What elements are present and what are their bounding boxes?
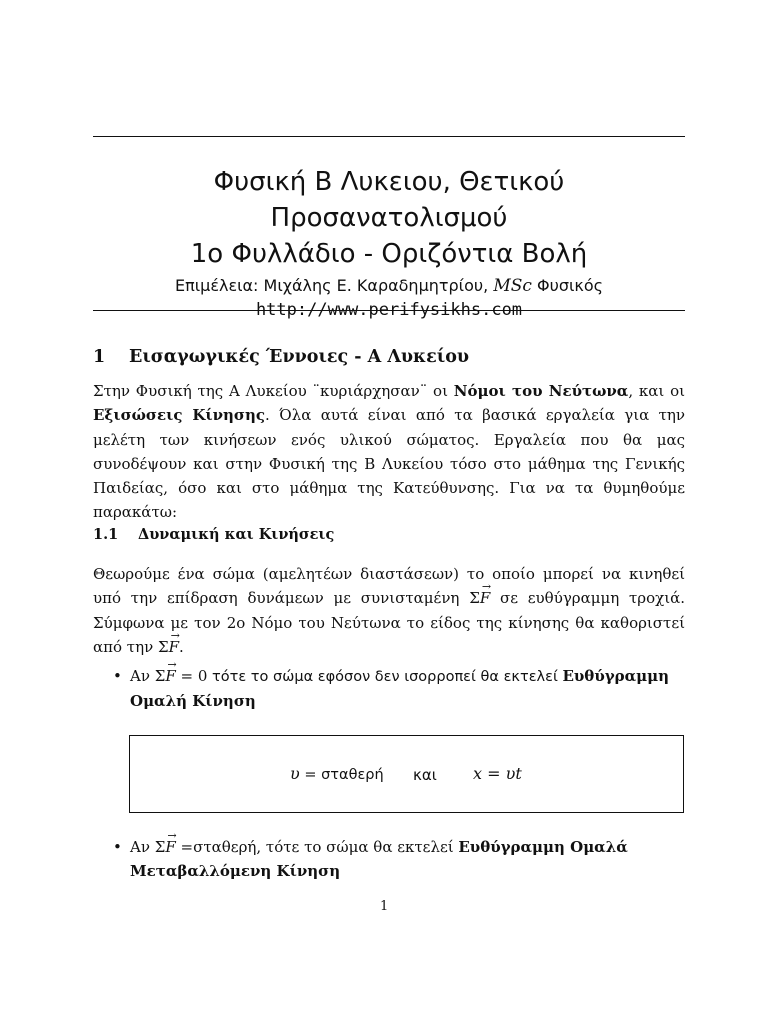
- title-line-2: 1ο Φυλλάδιο - Οριζόντια Βολή: [190, 239, 588, 269]
- para-text: .: [179, 637, 184, 656]
- list-item: [113, 835, 685, 883]
- website-url[interactable]: http://www.perifysikhs.com: [255, 300, 523, 320]
- para-text: Στην Φυσική της Α Λυκείου ¨κυριάρχησαν¨ οι: [93, 382, 454, 400]
- sum-symbol: Σ: [157, 637, 169, 656]
- section-heading: [93, 344, 469, 370]
- force-vector: → F: [165, 664, 175, 688]
- accelerated-motion-bold: Ευθύγραμμη Ομαλά Μεταβαλλόμενη Κίνηση: [130, 838, 628, 880]
- sum-symbol: Σ: [469, 589, 480, 608]
- bullet-icon: •: [113, 667, 122, 685]
- subsection-number: 1.1: [93, 526, 119, 543]
- section-title: Εισαγωγικές Έννοιες - Α Λυκείου: [129, 347, 470, 367]
- bullet-prefix: Αν: [130, 667, 155, 685]
- motion-equations-bold: Εξισώσεις Κίνησης: [93, 406, 266, 425]
- author-prefix: Επιμέλεια: Μιχάλης Ε. Καραδημητρίου,: [174, 276, 489, 295]
- title-line-1: Φυσική Β Λυκειου, Θετικού Προσανατολισμού: [213, 167, 565, 233]
- uniform-motion-bold: Ευθύγραμμη Ομαλή Κίνηση: [130, 667, 670, 710]
- connector-word: και: [413, 766, 437, 784]
- velocity-equation: [290, 764, 384, 783]
- force-vector: → F: [480, 586, 490, 610]
- dynamics-paragraph: [93, 562, 685, 659]
- para-text: σε ευθύγραμμη τροχιά. Σύμφωνα με τον 2ο Νόμο του Νεύτωνα το είδος της κίνησης θα καθοριστεί από την: [93, 589, 686, 656]
- para-text: . Όλα αυτά είναι από τα βασικά εργαλεία για την μελέτη των κινήσεων ενός υλικού σώματος. Εργαλεία που θα μας συνοδέψουν και στην Φυσική της Β Λυκείου τόσο στο μάθημα της Γενικής Παιδείας, όσο και στο μάθημα της Κατεύθυνσης. Για να τα θυμηθούμε παρακάτω:: [93, 406, 686, 522]
- velocity-text: = σταθερή: [299, 767, 384, 783]
- bullet-condition: = 0: [175, 667, 208, 685]
- bottom-rule: [93, 310, 685, 311]
- force-vector: → F: [169, 635, 179, 659]
- velocity-symbol: υ: [290, 764, 300, 783]
- para-text: , και οι: [628, 382, 685, 400]
- top-rule: [93, 136, 685, 137]
- section-number: 1: [93, 347, 106, 367]
- force-vector: → F: [165, 835, 175, 859]
- equation-box: [129, 735, 684, 813]
- bullet-text: σταθερή, τότε το σώμα θα εκτελεί: [193, 838, 459, 856]
- author-line: [93, 274, 685, 298]
- subsection-heading: [93, 524, 334, 546]
- author-suffix: Φυσικός: [537, 276, 604, 295]
- section-intro-paragraph: [93, 379, 685, 525]
- subsection-title: Δυναμική και Κινήσεις: [138, 526, 335, 543]
- title-block: [93, 164, 685, 322]
- bullet-prefix: Αν: [130, 838, 155, 856]
- bullet-icon: •: [113, 838, 122, 856]
- page-number: 1: [380, 899, 389, 914]
- bullet-condition: =: [175, 838, 194, 856]
- newton-laws-bold: Νόμοι του Νεύτωνα: [453, 382, 629, 400]
- para-text: Θεωρούμε ένα σώμα (αμελητέων διαστάσεων) το οποίο μπορεί να κινηθεί υπό την επίδραση δυνάμεων με συνισταμένη: [93, 565, 685, 608]
- author-degree: MSc: [493, 276, 532, 296]
- bullet-text: τότε το σώμα εφόσον δεν ισορροπεί θα εκτελεί: [207, 669, 563, 685]
- sum-symbol: Σ: [154, 667, 166, 685]
- list-item: [113, 664, 685, 713]
- sum-symbol: Σ: [154, 838, 166, 856]
- position-equation: x = υt: [473, 764, 522, 783]
